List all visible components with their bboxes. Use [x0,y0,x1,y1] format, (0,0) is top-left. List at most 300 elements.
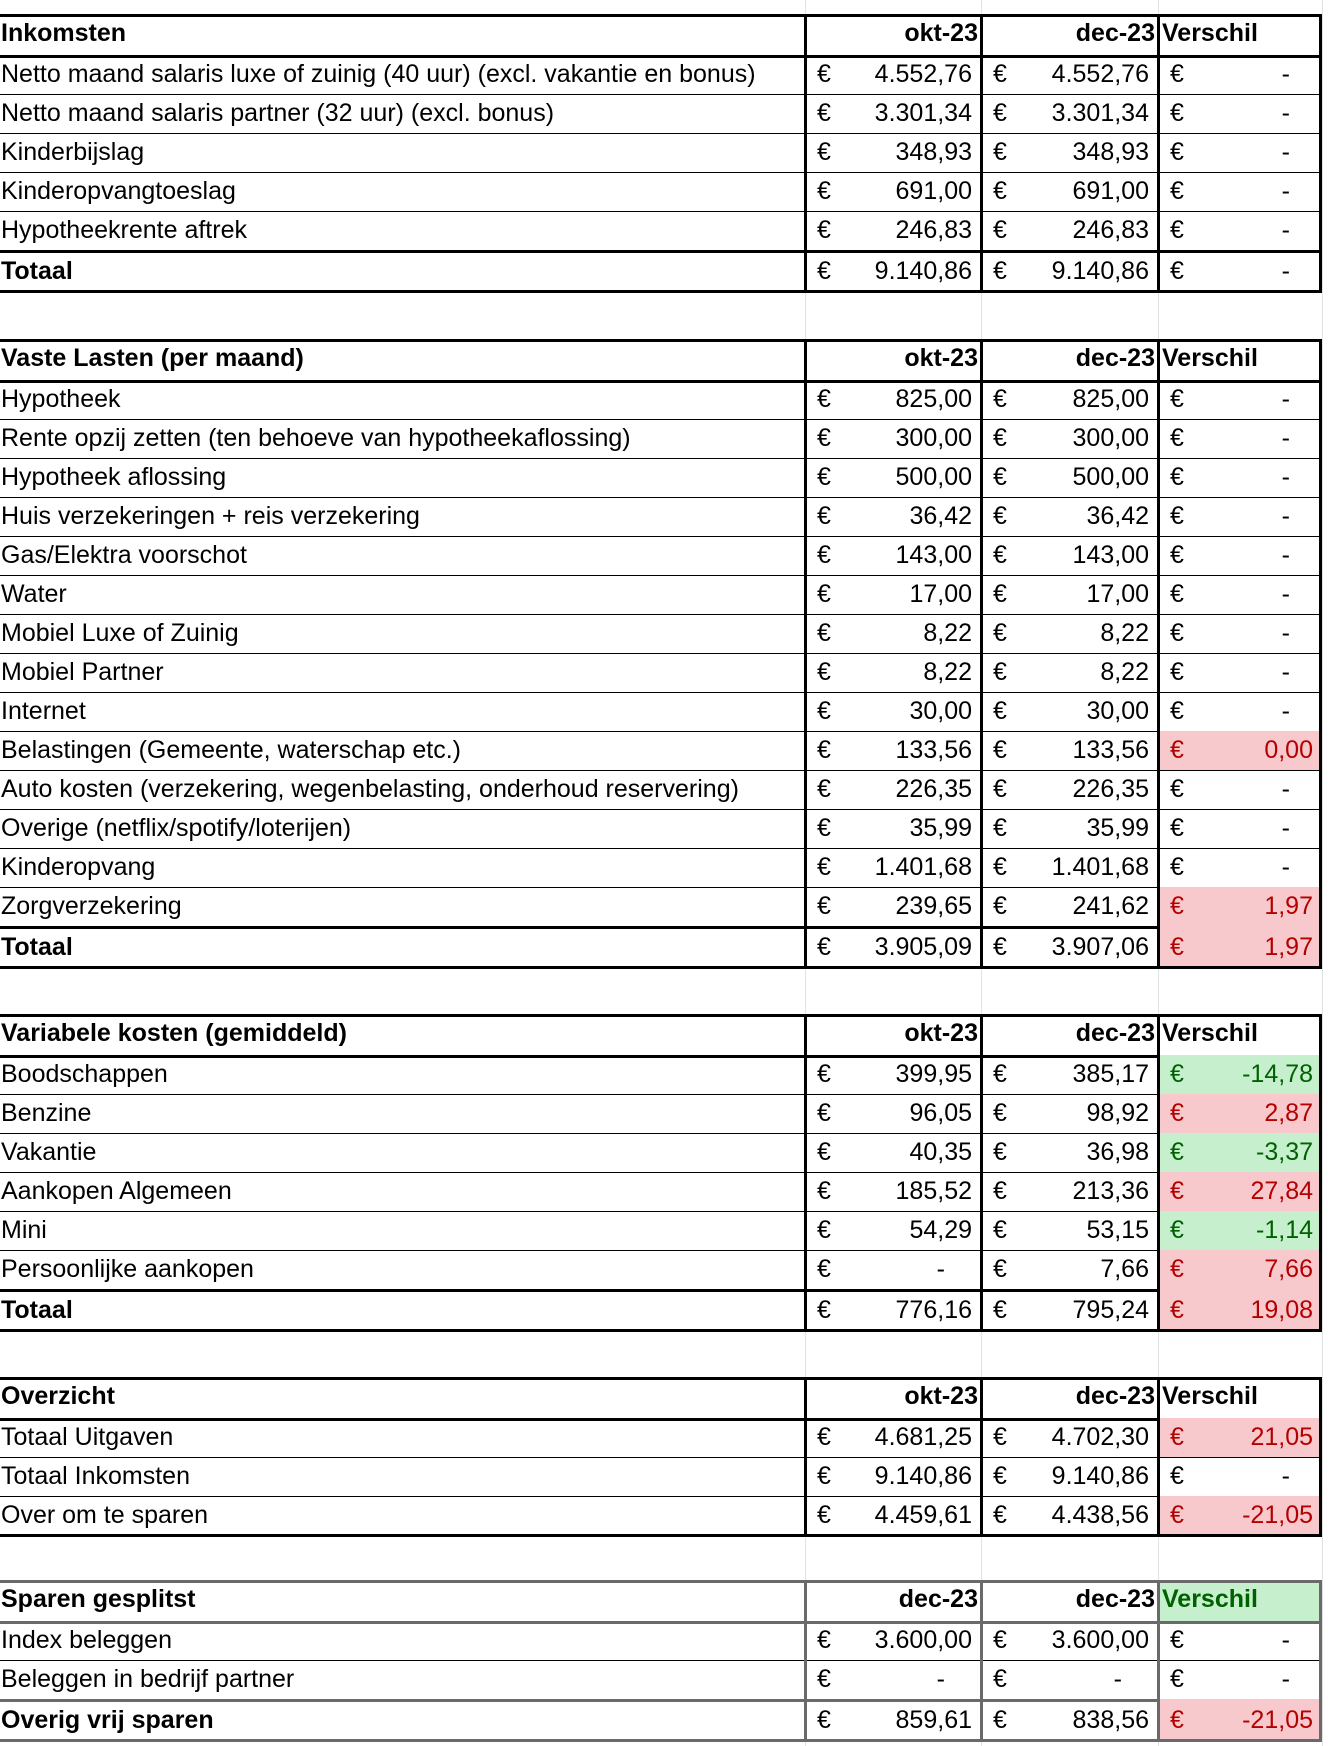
okt-cell[interactable] [805,133,981,172]
verschil-cell[interactable] [1158,1418,1322,1457]
verschil-cell[interactable] [1158,1094,1322,1133]
okt-cell[interactable] [805,458,981,497]
dec-cell[interactable] [981,211,1158,250]
verschil-cell-value: - [1281,1665,1290,1693]
section-title[interactable]: Sparen gesplitst [1,1585,196,1613]
currency-symbol: € [817,502,831,530]
okt-cell-value: 8,22 [923,658,972,686]
total-okt-cell[interactable] [805,926,981,968]
row-label[interactable]: Mobiel Partner [1,658,164,686]
row-label[interactable]: Water [1,580,67,608]
dec-cell-value: - [1113,1665,1122,1693]
dec-cell-value: 143,00 [1072,541,1149,569]
column-header-1-label: okt-23 [904,344,978,372]
row-label[interactable]: Beleggen in bedrijf partner [1,1665,295,1693]
column-header-1-label: okt-23 [904,19,978,47]
verschil-cell[interactable] [1158,887,1322,926]
row-label[interactable]: Totaal Uitgaven [1,1423,174,1451]
currency-symbol: € [1170,933,1184,961]
total-dec-cell[interactable] [981,250,1158,292]
row-label[interactable]: Benzine [1,1099,92,1127]
dec-cell[interactable] [981,575,1158,614]
total-okt-cell[interactable] [805,1289,981,1331]
okt-cell-value: 3.600,00 [874,1626,972,1654]
verschil-cell[interactable] [1158,1172,1322,1211]
total-dec-cell[interactable] [981,1289,1158,1331]
total-verschil-cell[interactable] [1158,1289,1322,1331]
currency-symbol: € [1170,1177,1184,1205]
dec-cell[interactable] [981,809,1158,848]
okt-cell-value: 500,00 [895,463,972,491]
column-header-verschil[interactable] [1158,1580,1322,1621]
dec-cell[interactable] [981,1660,1158,1699]
dec-cell[interactable] [981,1496,1158,1535]
currency-symbol: € [817,463,831,491]
row-label[interactable]: Kinderopvang [1,853,156,881]
okt-cell-value: 348,93 [895,138,972,166]
verschil-cell-value: - [1281,814,1290,842]
dec-cell[interactable] [981,536,1158,575]
currency-symbol: € [993,619,1007,647]
section-title[interactable]: Variabele kosten (gemiddeld) [1,1019,347,1047]
verschil-cell-value: -21,05 [1242,1501,1313,1529]
currency-symbol: € [1170,1138,1184,1166]
column-header-verschil[interactable] [1158,339,1322,380]
total-okt-cell-value: 776,16 [895,1296,972,1324]
verschil-cell[interactable] [1158,1133,1322,1172]
verschil-cell[interactable] [1158,133,1322,172]
okt-cell[interactable] [805,1055,981,1094]
table-row [0,1172,1328,1211]
row-label[interactable]: Netto maand salaris luxe of zuinig (40 uur) (excl. vakantie en bonus) [1,60,756,88]
dec-cell[interactable] [981,458,1158,497]
section-header-sparen-gesplitst [0,1580,1328,1621]
currency-symbol: € [993,1099,1007,1127]
table-row [0,133,1328,172]
currency-symbol: € [1170,1706,1184,1734]
currency-symbol: € [817,814,831,842]
okt-cell-value: 40,35 [909,1138,972,1166]
column-header-verschil[interactable] [1158,1014,1322,1055]
verschil-cell-value: - [1281,853,1290,881]
okt-cell[interactable] [805,211,981,250]
okt-cell[interactable] [805,172,981,211]
currency-symbol: € [993,424,1007,452]
currency-symbol: € [817,1177,831,1205]
total-dec-cell[interactable] [981,1699,1158,1741]
currency-symbol: € [1170,1423,1184,1451]
okt-cell-value: 36,42 [909,502,972,530]
dec-cell[interactable] [981,1172,1158,1211]
dec-cell[interactable] [981,1621,1158,1660]
verschil-cell[interactable] [1158,809,1322,848]
dec-cell[interactable] [981,55,1158,94]
verschil-cell-value: 2,87 [1264,1099,1313,1127]
verschil-cell[interactable] [1158,458,1322,497]
total-verschil-cell[interactable] [1158,1699,1322,1741]
okt-cell[interactable] [805,1660,981,1699]
currency-symbol: € [1170,1099,1184,1127]
row-label[interactable]: Persoonlijke aankopen [1,1255,254,1283]
total-dec-cell-value: 3.907,06 [1051,933,1149,961]
total-okt-cell[interactable] [805,1699,981,1741]
currency-symbol: € [993,1501,1007,1529]
dec-cell-value: 8,22 [1100,619,1149,647]
okt-cell-value: 4.459,61 [874,1501,972,1529]
column-header-verschil[interactable] [1158,14,1322,55]
total-label[interactable]: Totaal [1,257,73,285]
row-label[interactable]: Vakantie [1,1138,97,1166]
total-verschil-cell[interactable] [1158,250,1322,292]
okt-cell[interactable] [805,1496,981,1535]
okt-cell[interactable] [805,575,981,614]
dec-cell-value: 4.702,30 [1051,1423,1149,1451]
currency-symbol: € [993,177,1007,205]
table-row [0,887,1328,926]
cell-border [0,1377,1322,1380]
row-label[interactable]: Hypotheek aflossing [1,463,227,491]
okt-cell[interactable] [805,1172,981,1211]
dec-cell-value: 36,98 [1086,1138,1149,1166]
verschil-cell[interactable] [1158,1660,1322,1699]
dec-cell-value: 3.600,00 [1051,1626,1149,1654]
verschil-cell[interactable] [1158,1457,1322,1496]
row-label[interactable]: Hypotheekrente aftrek [1,216,247,244]
currency-symbol: € [993,138,1007,166]
total-okt-cell-value: 3.905,09 [874,933,972,961]
okt-cell[interactable] [805,55,981,94]
cell-border [0,966,1322,969]
okt-cell[interactable] [805,536,981,575]
okt-cell-value: 399,95 [895,1060,972,1088]
dec-cell[interactable] [981,653,1158,692]
verschil-cell[interactable] [1158,770,1322,809]
currency-symbol: € [817,99,831,127]
currency-symbol: € [817,1099,831,1127]
currency-symbol: € [1170,1060,1184,1088]
currency-symbol: € [1170,1296,1184,1324]
table-row [0,380,1328,419]
cell-border [980,14,983,293]
table-row [0,575,1328,614]
okt-cell[interactable] [805,94,981,133]
row-label[interactable]: Index beleggen [1,1626,172,1654]
verschil-cell[interactable] [1158,380,1322,419]
cell-border [0,1534,1322,1537]
dec-cell-value: 35,99 [1086,814,1149,842]
total-row [0,1289,1328,1331]
currency-symbol: € [817,1216,831,1244]
verschil-cell[interactable] [1158,692,1322,731]
dec-cell-value: 8,22 [1100,658,1149,686]
table-row [0,172,1328,211]
dec-cell-value: 3.301,34 [1051,99,1149,127]
okt-cell-value: 226,35 [895,775,972,803]
cell-border [980,1580,983,1742]
currency-symbol: € [1170,541,1184,569]
currency-symbol: € [1170,1216,1184,1244]
table-row [0,731,1328,770]
currency-symbol: € [1170,463,1184,491]
okt-cell-value: - [936,1255,945,1283]
verschil-cell-value: - [1281,502,1290,530]
total-label[interactable]: Totaal [1,1296,73,1324]
dec-cell[interactable] [981,731,1158,770]
verschil-cell[interactable] [1158,1621,1322,1660]
verschil-cell[interactable] [1158,211,1322,250]
row-label[interactable]: Rente opzij zetten (ten behoeve van hypotheekaflossing) [1,424,631,452]
currency-symbol: € [817,138,831,166]
column-header-verschil-label: Verschil [1162,19,1258,47]
row-label[interactable]: Internet [1,697,86,725]
row-label[interactable]: Boodschappen [1,1060,168,1088]
verschil-cell[interactable] [1158,1250,1322,1289]
okt-cell[interactable] [805,731,981,770]
okt-cell-value: 17,00 [909,580,972,608]
row-label[interactable]: Kinderopvangtoeslag [1,177,236,205]
cell-border [1319,1014,1322,1332]
row-label[interactable]: Overige (netflix/spotify/loterijen) [1,814,352,842]
currency-symbol: € [993,814,1007,842]
dec-cell-value: 385,17 [1072,1060,1149,1088]
dec-cell-value: 36,42 [1086,502,1149,530]
section-title[interactable]: Inkomsten [1,19,127,47]
verschil-cell[interactable] [1158,55,1322,94]
verschil-cell-value: - [1281,216,1290,244]
dec-cell[interactable] [981,1250,1158,1289]
column-header-2[interactable] [981,1377,1158,1418]
okt-cell[interactable] [805,1133,981,1172]
row-label[interactable]: Auto kosten (verzekering, wegenbelasting, onderhoud reservering) [1,775,739,803]
currency-symbol: € [817,1665,831,1693]
cell-border [0,339,1322,342]
dec-cell[interactable] [981,1457,1158,1496]
dec-cell[interactable] [981,419,1158,458]
verschil-cell-value: - [1281,60,1290,88]
currency-symbol: € [993,1665,1007,1693]
table-row [0,653,1328,692]
currency-symbol: € [817,385,831,413]
currency-symbol: € [993,502,1007,530]
okt-cell[interactable] [805,848,981,887]
currency-symbol: € [993,385,1007,413]
currency-symbol: € [993,1462,1007,1490]
dec-cell-value: 691,00 [1072,177,1149,205]
dec-cell[interactable] [981,94,1158,133]
currency-symbol: € [1170,1501,1184,1529]
row-label[interactable]: Gas/Elektra voorschot [1,541,247,569]
total-okt-cell[interactable] [805,250,981,292]
dec-cell-value: 98,92 [1086,1099,1149,1127]
row-label[interactable]: Over om te sparen [1,1501,209,1529]
table-row [0,1457,1328,1496]
dec-cell[interactable] [981,380,1158,419]
currency-symbol: € [993,1626,1007,1654]
verschil-cell-value: 27,84 [1250,1177,1313,1205]
verschil-cell[interactable] [1158,536,1322,575]
total-label[interactable]: Totaal [1,933,73,961]
currency-symbol: € [817,1255,831,1283]
okt-cell[interactable] [805,1094,981,1133]
row-label[interactable]: Netto maand salaris partner (32 uur) (excl. bonus) [1,99,555,127]
total-dec-cell[interactable] [981,926,1158,968]
verschil-cell[interactable] [1158,1496,1322,1535]
dec-cell[interactable] [981,770,1158,809]
cell-border [1319,1377,1322,1536]
okt-cell-value: 4.681,25 [874,1423,972,1451]
dec-cell[interactable] [981,848,1158,887]
currency-symbol: € [1170,814,1184,842]
okt-cell[interactable] [805,692,981,731]
okt-cell[interactable] [805,1211,981,1250]
currency-symbol: € [817,1462,831,1490]
row-label[interactable]: Hypotheek [1,385,121,413]
dec-cell[interactable] [981,497,1158,536]
row-label[interactable]: Kinderbijslag [1,138,145,166]
total-verschil-cell-value: -21,05 [1242,1706,1313,1734]
dec-cell[interactable] [981,172,1158,211]
cell-border [804,1377,807,1536]
currency-symbol: € [817,853,831,881]
okt-cell[interactable] [805,653,981,692]
currency-symbol: € [817,697,831,725]
verschil-cell[interactable] [1158,497,1322,536]
dec-cell-value: 500,00 [1072,463,1149,491]
section-title[interactable]: Vaste Lasten (per maand) [1,344,304,372]
currency-symbol: € [1170,892,1184,920]
dec-cell-value: 241,62 [1072,892,1149,920]
verschil-cell[interactable] [1158,1055,1322,1094]
okt-cell[interactable] [805,809,981,848]
column-header-2-label: dec-23 [1075,344,1155,372]
cell-border [1319,339,1322,969]
verschil-cell-value: - [1281,385,1290,413]
table-row [0,770,1328,809]
dec-cell[interactable] [981,1211,1158,1250]
currency-symbol: € [817,1060,831,1088]
dec-cell-value: 4.552,76 [1051,60,1149,88]
column-header-1[interactable] [805,339,981,380]
okt-cell[interactable] [805,1457,981,1496]
okt-cell[interactable] [805,1250,981,1289]
column-header-2[interactable] [981,1014,1158,1055]
row-label[interactable]: Belastingen (Gemeente, waterschap etc.) [1,736,461,764]
verschil-cell[interactable] [1158,575,1322,614]
currency-symbol: € [993,933,1007,961]
total-row [0,926,1328,968]
row-label[interactable]: Huis verzekeringen + reis verzekering [1,502,420,530]
currency-symbol: € [993,775,1007,803]
currency-symbol: € [817,892,831,920]
dec-cell[interactable] [981,887,1158,926]
verschil-cell[interactable] [1158,731,1322,770]
total-dec-cell-value: 9.140,86 [1051,257,1149,285]
column-header-2[interactable] [981,339,1158,380]
column-header-verschil[interactable] [1158,1377,1322,1418]
row-label[interactable]: Zorgverzekering [1,892,182,920]
okt-cell[interactable] [805,1418,981,1457]
verschil-cell[interactable] [1158,1211,1322,1250]
dec-cell-value: 133,56 [1072,736,1149,764]
verschil-cell-value: -1,14 [1256,1216,1313,1244]
total-verschil-cell[interactable] [1158,926,1322,968]
verschil-cell-value: - [1281,99,1290,127]
verschil-cell[interactable] [1158,94,1322,133]
okt-cell[interactable] [805,419,981,458]
dec-cell-value: 17,00 [1086,580,1149,608]
currency-symbol: € [1170,424,1184,452]
verschil-cell[interactable] [1158,653,1322,692]
dec-cell[interactable] [981,1094,1158,1133]
currency-symbol: € [1170,1462,1184,1490]
currency-symbol: € [817,1626,831,1654]
okt-cell[interactable] [805,497,981,536]
dec-cell[interactable] [981,614,1158,653]
currency-symbol: € [993,697,1007,725]
dec-cell[interactable] [981,133,1158,172]
verschil-cell[interactable] [1158,172,1322,211]
okt-cell[interactable] [805,380,981,419]
column-header-2[interactable] [981,1580,1158,1621]
column-header-1[interactable] [805,1377,981,1418]
row-label[interactable]: Totaal Inkomsten [1,1462,190,1490]
currency-symbol: € [993,1296,1007,1324]
dec-cell[interactable] [981,692,1158,731]
currency-symbol: € [817,619,831,647]
row-label[interactable]: Mobiel Luxe of Zuinig [1,619,239,647]
total-dec-cell-value: 838,56 [1072,1706,1149,1734]
verschil-cell-value: - [1281,697,1290,725]
okt-cell[interactable] [805,1621,981,1660]
okt-cell[interactable] [805,887,981,926]
section-title[interactable]: Overzicht [1,1382,115,1410]
table-row [0,1660,1328,1699]
column-header-2-label: dec-23 [1075,1382,1155,1410]
okt-cell[interactable] [805,770,981,809]
row-label[interactable]: Aankopen Algemeen [1,1177,232,1205]
verschil-cell-value: - [1281,775,1290,803]
row-label[interactable]: Mini [1,1216,47,1244]
currency-symbol: € [1170,580,1184,608]
currency-symbol: € [1170,775,1184,803]
dec-cell[interactable] [981,1418,1158,1457]
okt-cell-value: 185,52 [895,1177,972,1205]
dec-cell-value: 1.401,68 [1051,853,1149,881]
currency-symbol: € [993,1177,1007,1205]
currency-symbol: € [817,658,831,686]
cell-border [804,1014,807,1332]
table-row [0,94,1328,133]
okt-cell[interactable] [805,614,981,653]
dec-cell[interactable] [981,1133,1158,1172]
currency-symbol: € [817,257,831,285]
total-label[interactable]: Overig vrij sparen [1,1706,214,1734]
column-header-1[interactable] [805,1014,981,1055]
column-header-1-label: okt-23 [904,1382,978,1410]
column-header-1[interactable] [805,1580,981,1621]
verschil-cell[interactable] [1158,848,1322,887]
verschil-cell[interactable] [1158,614,1322,653]
column-header-1[interactable] [805,14,981,55]
table-row [0,1055,1328,1094]
okt-cell-value: 1.401,68 [874,853,972,881]
verschil-cell[interactable] [1158,419,1322,458]
currency-symbol: € [1170,138,1184,166]
column-header-2[interactable] [981,14,1158,55]
section-header-inkomsten [0,14,1328,55]
currency-symbol: € [817,541,831,569]
dec-cell[interactable] [981,1055,1158,1094]
